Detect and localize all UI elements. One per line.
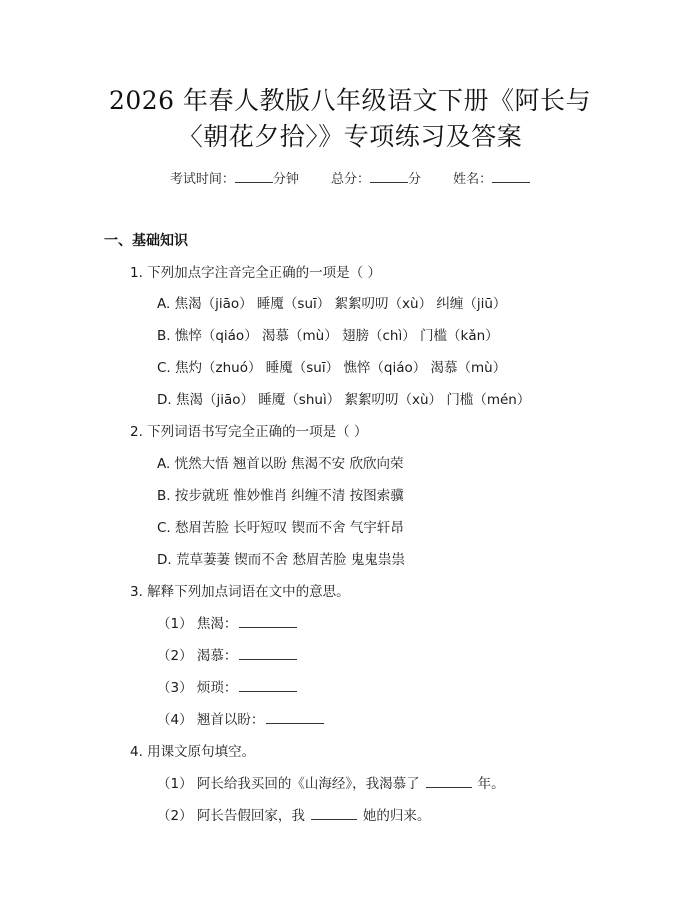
student-name [453,168,530,187]
exam-time-label: 考试时间： [169,172,235,187]
question-3-item-2 [157,644,297,664]
question-1-option-a[interactable]: A. 焦渴（jiāo） 睡魇（suī） 絮絮叨叨（xù） 纠缠（jiū） [157,296,507,312]
total-score-unit: 分 [408,172,422,187]
question-4-stem: 4. 用课文原句填空。 [130,744,256,760]
exam-meta-row [0,168,700,187]
question-1-stem: 1. 下列加点字注音完全正确的一项是（ ） [130,265,381,281]
question-2-stem: 2. 下列词语书写完全正确的一项是（ ） [130,424,368,440]
question-4-item-2-text-after: 她的归来。 [362,808,431,824]
question-3-item-1 [157,612,297,632]
question-4-item-1-text-after: 年。 [477,776,505,792]
question-4-item-2-blank[interactable] [311,807,357,820]
question-3-item-1-label: （1） 焦渴： [157,616,238,632]
question-3-item-3-label: （3） 烦琐： [157,680,238,696]
question-2-option-c[interactable]: C. 愁眉苦脸 长吁短叹 锲而不舍 气宇轩昂 [157,520,404,536]
question-4-item-2 [157,804,430,824]
question-3-stem: 3. 解释下列加点词语在文中的意思。 [130,584,350,600]
section-heading-basics: 一、基础知识 [104,233,188,249]
doc-title-line-1: 2026 年春人教版八年级语文下册《阿长与 [108,86,592,115]
question-1-option-c[interactable]: C. 焦灼（zhuó） 睡魇（suī） 憔悴（qiáo） 渴慕（mù） [157,360,507,376]
question-3-item-1-blank[interactable] [239,615,297,628]
doc-title-line-2: 〈朝花夕拾〉》专项练习及答案 [177,122,523,151]
question-1-option-b[interactable]: B. 憔悴（qiáo） 渴慕（mù） 翅膀（chì） 门槛（kǎn） [157,328,499,344]
question-2-option-a[interactable]: A. 恍然大悟 翘首以盼 焦渴不安 欣欣向荣 [157,456,404,472]
total-score [331,168,421,187]
question-3-item-4-label: （4） 翘首以盼： [157,712,265,728]
question-4-item-2-text-before: （2） 阿长告假回家，我 [157,808,305,824]
question-4-item-1-text-before: （1） 阿长给我买回的《山海经》，我渴慕了 [157,776,420,792]
exam-time [170,168,299,187]
question-2-option-d[interactable]: D. 荒草萋萋 锲而不舍 愁眉苦脸 鬼鬼祟祟 [157,552,405,568]
exam-time-unit: 分钟 [272,172,299,187]
question-1-option-d[interactable]: D. 焦渴（jiāo） 睡魇（shuì） 絮絮叨叨（xù） 门槛（mén） [157,392,531,408]
question-2-option-b[interactable]: B. 按步就班 惟妙惟肖 纠缠不清 按图索骥 [157,488,404,504]
total-score-blank[interactable] [370,170,408,183]
student-name-label: 姓名： [453,172,493,187]
question-3-item-4-blank[interactable] [266,711,324,724]
exam-time-blank[interactable] [235,170,273,183]
student-name-blank[interactable] [492,170,530,183]
question-3-item-3 [157,676,297,696]
question-4-item-1-blank[interactable] [426,775,472,788]
question-4-item-1 [157,772,505,792]
total-score-label: 总分： [330,172,370,187]
question-3-item-2-blank[interactable] [239,647,297,660]
question-3-item-4 [157,708,324,728]
question-3-item-2-label: （2） 渴慕： [157,648,238,664]
question-3-item-3-blank[interactable] [239,679,297,692]
